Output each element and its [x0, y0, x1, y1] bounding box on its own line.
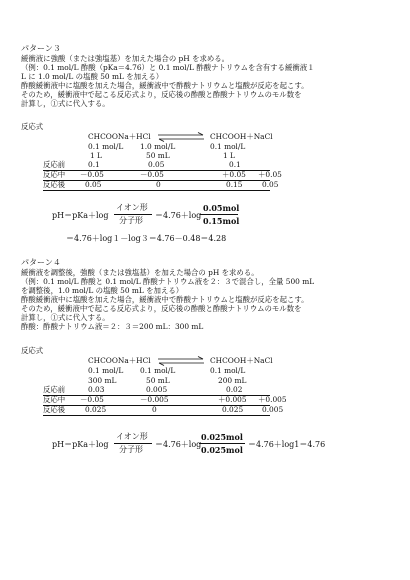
pattern4-before-c: 0.02 — [226, 385, 243, 394]
pattern3-row-after: 反応後 — [43, 180, 66, 189]
pattern3-ph-lhs: pH＝pKa＋log — [52, 211, 109, 220]
pattern4-row-during: 反応中 — [43, 395, 66, 404]
pattern3-after-c: 0.15 — [226, 180, 243, 189]
pattern3-during-a: －0.05 — [80, 170, 104, 179]
pattern3-line2: （例：0.1 mol/L 酢酸（pKa＝4.76）と 0.1 mol/L 酢酸ナトリウムを含有する緩衝液１ — [21, 63, 315, 72]
pattern4-line2: （例：0.1 mol/L 酢酸と 0.1 mol/L 酢酸ナトリウム液を２：３で混合し，全量 500 mL — [21, 277, 315, 286]
pattern4-after-c: 0.025 — [222, 405, 244, 414]
pattern3-line6: 計算し，①式に代入する。 — [21, 99, 110, 108]
pattern3-line5: そのため，緩衝液中で起こる反応式より，反応後の酢酸と酢酸ナトリウムのモル数を — [21, 90, 302, 99]
pattern3-row-before: 反応前 — [43, 160, 66, 169]
pattern4-line7: 酢酸：酢酸ナトリウム液＝２：３＝200 mL：300 mL — [21, 322, 204, 331]
pattern3-fraction-numerator: イオン形 — [116, 203, 148, 212]
pattern3-line4: 酢酸緩衝液中に塩酸を加えた場合，緩衝液中で酢酸ナトリウムと塩酸が反応を起こす。 — [21, 81, 309, 90]
pattern3-row-during: 反応中 — [43, 170, 66, 179]
pattern4-line4: 酢酸緩衝液中に塩酸を加えた場合，緩衝液中で酢酸ナトリウムと塩酸が反応を起こす。 — [21, 295, 309, 304]
pattern4-after-b: 0 — [152, 405, 157, 414]
pattern3-reaction-label: 反応式 — [21, 122, 44, 131]
pattern4-table-rule-3 — [43, 415, 270, 416]
pattern4-conc-acetic-acid: 0.1 mol/L — [210, 366, 246, 375]
pattern3-heading: パターン３ — [21, 44, 61, 53]
pattern4-vol-sodium-acetate: 300 mL — [88, 376, 117, 385]
pattern3-line1: 緩衝液に強酸（または強塩基）を加えた場合の pH を求める。 — [21, 54, 230, 63]
pattern4-line6: 計算し，①式に代入する。 — [21, 313, 110, 322]
pattern4-conc-hcl: 0.1 mol/L — [140, 366, 176, 375]
pattern3-value-fraction-bar — [200, 214, 238, 215]
pattern4-fraction-numerator: イオン形 — [116, 432, 148, 441]
pattern3-conc-sodium-acetate: 0.1 mol/L — [88, 142, 124, 151]
pattern3-after-a: 0.05 — [85, 180, 102, 189]
pattern4-heading: パターン４ — [21, 258, 61, 267]
pattern4-vol-hcl: 50 mL — [146, 376, 170, 385]
pattern4-row-before: 反応前 — [43, 385, 66, 394]
pattern4-denominator-value: 0.025mol — [201, 445, 243, 455]
pattern3-during-b: －0.05 — [140, 170, 164, 179]
pattern3-vol-acetic-acid: 1 L — [223, 151, 235, 160]
pattern4-equation-left: CHCOONa＋HCl — [88, 356, 151, 365]
pattern4-value-fraction-bar — [199, 443, 245, 444]
pattern3-before-a: 0.1 — [88, 160, 100, 169]
pattern3-conc-acetic-acid: 0.1 mol/L — [210, 142, 246, 151]
pattern3-vol-hcl: 50 mL — [146, 151, 170, 160]
pattern4-line3: を調整後，1.0 mol/L の塩酸 50 mL を加える） — [21, 286, 184, 295]
pattern3-after-b: 0 — [156, 180, 161, 189]
pattern3-result: ＝4.76＋log１－log３＝4.76－0.48＝4.28 — [66, 234, 227, 243]
pattern3-conc-hcl: 1.0 mol/L — [140, 142, 176, 151]
pattern4-after-d: 0.005 — [262, 405, 284, 414]
pattern4-conc-sodium-acetate: 0.1 mol/L — [88, 366, 124, 375]
pattern4-equation-right: CHCOOH＋NaCl — [210, 356, 273, 365]
pattern3-during-c: ＋0.05 — [222, 170, 246, 179]
pattern3-during-d: ＋0.05 — [258, 170, 282, 179]
equilibrium-arrow-icon — [156, 356, 206, 366]
pattern4-during-a: －0.05 — [80, 395, 104, 404]
pattern4-fraction-denominator: 分子形 — [119, 445, 143, 454]
pattern3-equation-right: CHCOOH＋NaCl — [210, 132, 273, 141]
pattern4-vol-acetic-acid: 200 mL — [218, 376, 247, 385]
pattern3-numerator-value: 0.05mol — [203, 203, 240, 213]
pattern3-equation-middle: ＝4.76＋log — [155, 211, 202, 220]
pattern4-during-b: －0.005 — [140, 395, 169, 404]
pattern3-denominator-value: 0.15mol — [203, 216, 240, 226]
pattern4-during-d: ＋0.005 — [258, 395, 287, 404]
pattern4-line5: そのため，緩衝液中で起こる反応式より，反応後の酢酸と酢酸ナトリウムのモル数を — [21, 304, 302, 313]
pattern4-fraction-bar — [114, 443, 152, 444]
pattern3-line3: L に 1.0 mol/L の塩酸 50 mL を加える） — [21, 72, 164, 81]
pattern3-fraction-bar — [114, 214, 152, 215]
pattern3-vol-sodium-acetate: 1 L — [90, 151, 102, 160]
pattern4-during-c: ＋0.005 — [218, 395, 247, 404]
pattern3-fraction-denominator: 分子形 — [119, 216, 143, 225]
pattern4-equation-middle: ＝4.76＋log — [155, 440, 202, 449]
pattern4-reaction-label: 反応式 — [21, 346, 44, 355]
pattern4-row-after: 反応後 — [43, 405, 66, 414]
pattern4-ph-lhs: pH＝pKa＋log — [52, 440, 109, 449]
pattern3-before-c: 0.1 — [229, 160, 241, 169]
pattern3-before-b: 0.05 — [148, 160, 165, 169]
pattern4-before-a: 0.03 — [88, 385, 105, 394]
pattern4-before-b: 0.005 — [146, 385, 168, 394]
pattern3-table-rule-3 — [43, 190, 270, 191]
pattern4-numerator-value: 0.025mol — [201, 432, 243, 442]
pattern4-after-a: 0.025 — [85, 405, 107, 414]
pattern3-equation-left: CHCOONa＋HCl — [88, 132, 151, 141]
pattern3-after-d: 0.05 — [262, 180, 279, 189]
equilibrium-arrow-icon — [156, 132, 206, 142]
pattern4-line1: 緩衝液を調整後，強酸（または強塩基）を加えた場合の pH を求める。 — [21, 268, 259, 277]
pattern4-equation-tail: ＝4.76＋log1＝4.76 — [248, 440, 326, 449]
